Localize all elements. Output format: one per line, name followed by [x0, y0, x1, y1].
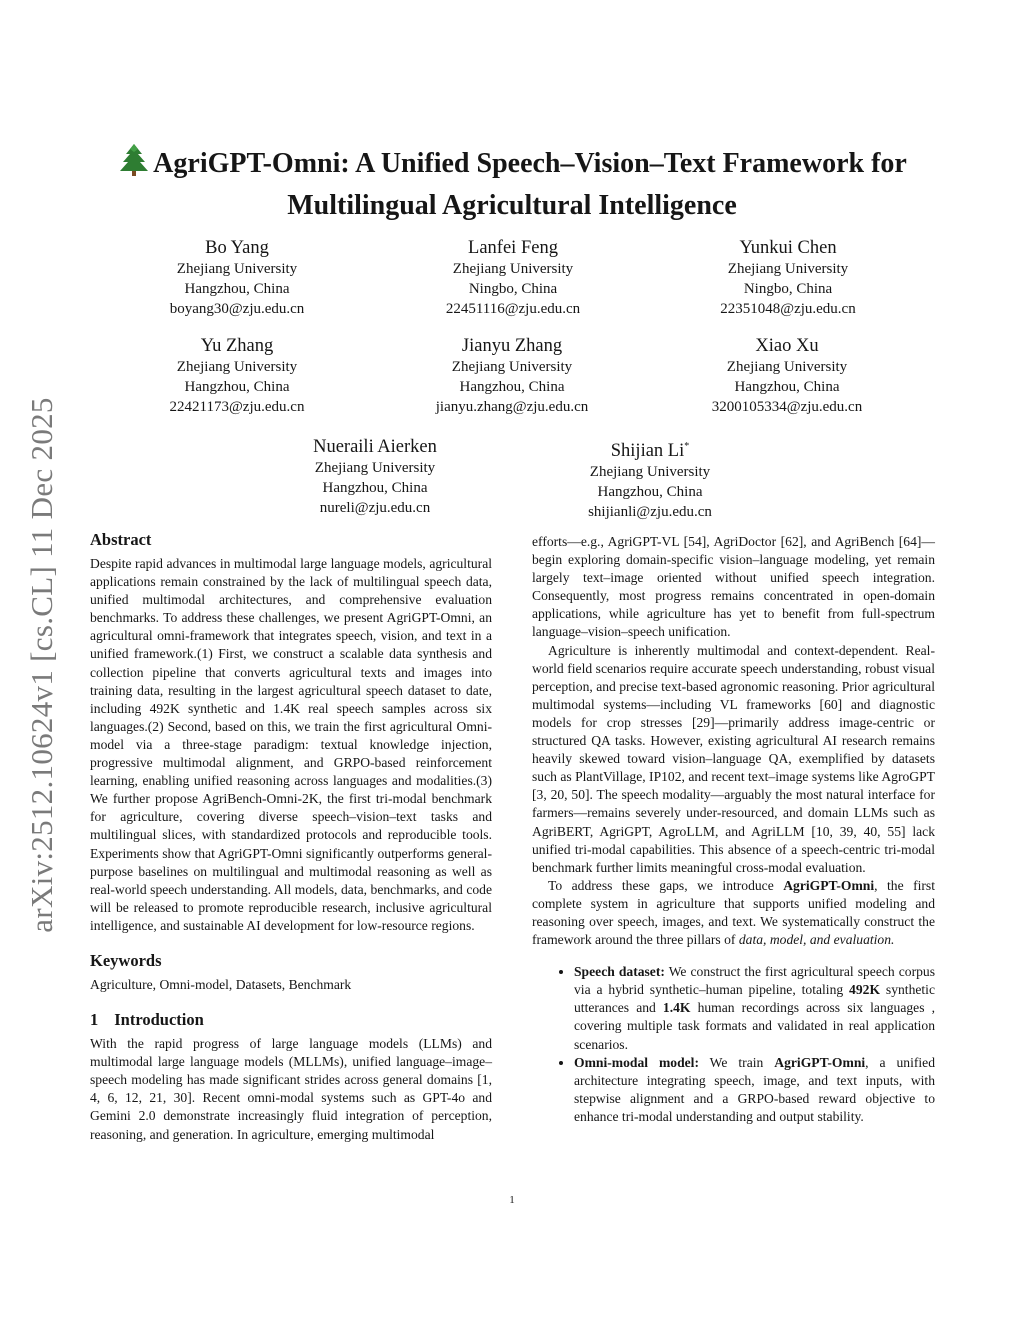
author-block [122, 237, 352, 319]
author-block [398, 237, 628, 319]
author-block [122, 335, 352, 417]
author-location: Hangzhou, China [322, 480, 428, 496]
keywords-heading: Keywords [90, 950, 162, 970]
author-email: shijianli@zju.edu.cn [588, 504, 712, 520]
author-email: 3200105334@zju.edu.cn [711, 399, 863, 415]
author-email: boyang30@zju.edu.cn [169, 301, 305, 317]
evergreen-tree-icon [117, 143, 151, 177]
author-location: Hangzhou, China [734, 379, 840, 395]
page-number: 1 [509, 1194, 515, 1206]
author-block [397, 335, 627, 417]
keywords-text: Agriculture, Omni-model, Datasets, Benchmark [90, 976, 352, 992]
author-email: 22351048@zju.edu.cn [720, 301, 856, 317]
author-name: Shijian Li* [610, 441, 690, 461]
list-item: • Omni-modal model: We train AgriGPT-Omni, a unified architecture integrating speech, image, and text inputs, with stepwise alignment and a GRPO-based reward objective to enhance tri-modal understanding and output stability. [574, 1054, 935, 1126]
author-affiliation: Zhejiang University [176, 261, 298, 277]
section-number: 1 [90, 1010, 99, 1030]
intro-paragraph-1: With the rapid progress of large language models (LLMs) and multimodal large language models (MLLMs), unified language–image–speech modeling has made significant strides across general domains [1, 4, 6, 12, 21, 30]. Recent omni-modal systems such as GPT-4o and Gemini 2.0 demonstrate increasingly fluid integration of perception, reasoning, and generation. In agriculture, emerging multimodal [90, 1036, 492, 1142]
right-column [532, 533, 935, 1126]
author-block [535, 436, 765, 522]
author-affiliation: Zhejiang University [726, 359, 848, 375]
author-email: 22451116@zju.edu.cn [445, 301, 581, 317]
list-item: • Speech dataset: We construct the first agricultural speech corpus via a hybrid synthetic–human pipeline, totaling 492K synthetic utterances and 1.4K human recordings across six languages , covering multiple task formats and validated in real application scenarios. [574, 963, 935, 1053]
author-location: Ningbo, China [468, 281, 558, 297]
author-name: Yunkui Chen [739, 238, 837, 258]
author-location: Hangzhou, China [184, 379, 290, 395]
author-affiliation: Zhejiang University [314, 460, 436, 476]
intro-paragraph-2: Agriculture is inherently multimodal and context-dependent. Real-world field scenarios require accurate speech understanding, robust visual perception, and precise text-based agronomic reasoning. Prior agricultural multimodal systems—including VL frameworks [60] and diagnostic models for crop stresses [29]—primarily address image-centric or structured QA tasks. However, existing agricultural AI research remains heavily skewed toward vision–language QA, exemplified by datasets such as PlantVillage, IP102, and recent text–image systems like AgroGPT [3, 20, 50]. The speech modality—arguably the most natural interface for farmers—remains severely under-resourced, and domain LLMs such as AgriBERT, AgriGPT, AgroLLM, and AgriLLM [10, 39, 40, 55] lack unified tri-modal capabilities. This absence of a speech-centric tri-modal benchmark further limits meaningful cross-modal evaluation. [532, 642, 935, 875]
author-email: jianyu.zhang@zju.edu.cn [435, 399, 589, 415]
author-location: Hangzhou, China [597, 484, 703, 500]
author-affiliation: Zhejiang University [589, 464, 711, 480]
author-name: Lanfei Feng [468, 238, 558, 258]
left-column [90, 530, 492, 1144]
author-location: Hangzhou, China [459, 379, 565, 395]
author-affiliation: Zhejiang University [452, 261, 574, 277]
author-email: 22421173@zju.edu.cn [169, 399, 305, 415]
author-name: Bo Yang [205, 238, 269, 258]
contribution-list [532, 963, 935, 1126]
abstract-heading: Abstract [90, 530, 152, 549]
author-location: Ningbo, China [743, 281, 833, 297]
author-block [672, 335, 902, 417]
author-affiliation: Zhejiang University [727, 261, 849, 277]
corresponding-mark: * [684, 441, 690, 452]
author-block [673, 237, 903, 319]
author-affiliation: Zhejiang University [451, 359, 573, 375]
paper-title: AgriGPT-Omni: A Unified Speech–Vision–Text Framework for Multilingual Agricultural Intelligence [60, 143, 964, 227]
introduction-heading [90, 1010, 492, 1030]
author-name: Jianyu Zhang [461, 336, 563, 356]
intro-paragraph-3: To address these gaps, we introduce AgriGPT-Omni, the first complete system in agriculture that supports unified modeling and reasoning over speech, images, and text. We systematically construct the framework around the three pillars of data, model, and evaluation. [532, 877, 935, 948]
abstract-text: Despite rapid advances in multimodal large language models, agricultural applications remain constrained by the lack of multilingual speech data, unified multimodal architectures, and comprehensive evaluation benchmarks. To address these challenges, we present AgriGPT-Omni, an agricultural omni-framework that integrates speech, vision, and text in a unified framework.(1) First, we construct a scalable data synthesis and collection pipeline that converts agricultural texts and images into training data, resulting in the largest agricultural speech dataset to date, including 492K synthetic and 1.4K real speech samples across six languages.(2) Second, based on this, we train the first agricultural Omni-model via a three-stage paradigm: textual knowledge injection, progressive multimodal alignment, and GRPO-based reinforcement learning, enabling unified reasoning across languages and modalities.(3) We further propose AgriBench-Omni-2K, the first tri-modal benchmark for agriculture, covering diverse speech–vision–text tasks and multilingual slices, with standardized protocols and reproducible tools. Experiments show that AgriGPT-Omni significantly outperforms general-purpose baselines on multilingual and multimodal reasoning as well as real-world speech understanding. All models, data, benchmarks, and code will be released to promote reproducible research, inclusive agricultural intelligence, and sustainable AI development for low-resource regions. [90, 556, 492, 933]
section-title: Introduction [114, 1010, 204, 1030]
author-location: Hangzhou, China [184, 281, 290, 297]
author-name: Nueraili Aierken [313, 437, 437, 457]
intro-paragraph-1-continued: efforts—e.g., AgriGPT-VL [54], AgriDoctor [62], and AgriBench [64]—begin exploring domain-specific vision–language modeling, yet remain largely text–image oriented without unified speech integration. Consequently, most progress remains concentrated in open-domain applications, while agriculture has yet to benefit from full-spectrum language–vision–speech unification. [532, 534, 935, 640]
author-affiliation: Zhejiang University [176, 359, 298, 375]
author-email: nureli@zju.edu.cn [319, 500, 431, 516]
author-block [260, 436, 490, 518]
author-name: Yu Zhang [200, 336, 274, 356]
author-name: Xiao Xu [755, 336, 819, 356]
